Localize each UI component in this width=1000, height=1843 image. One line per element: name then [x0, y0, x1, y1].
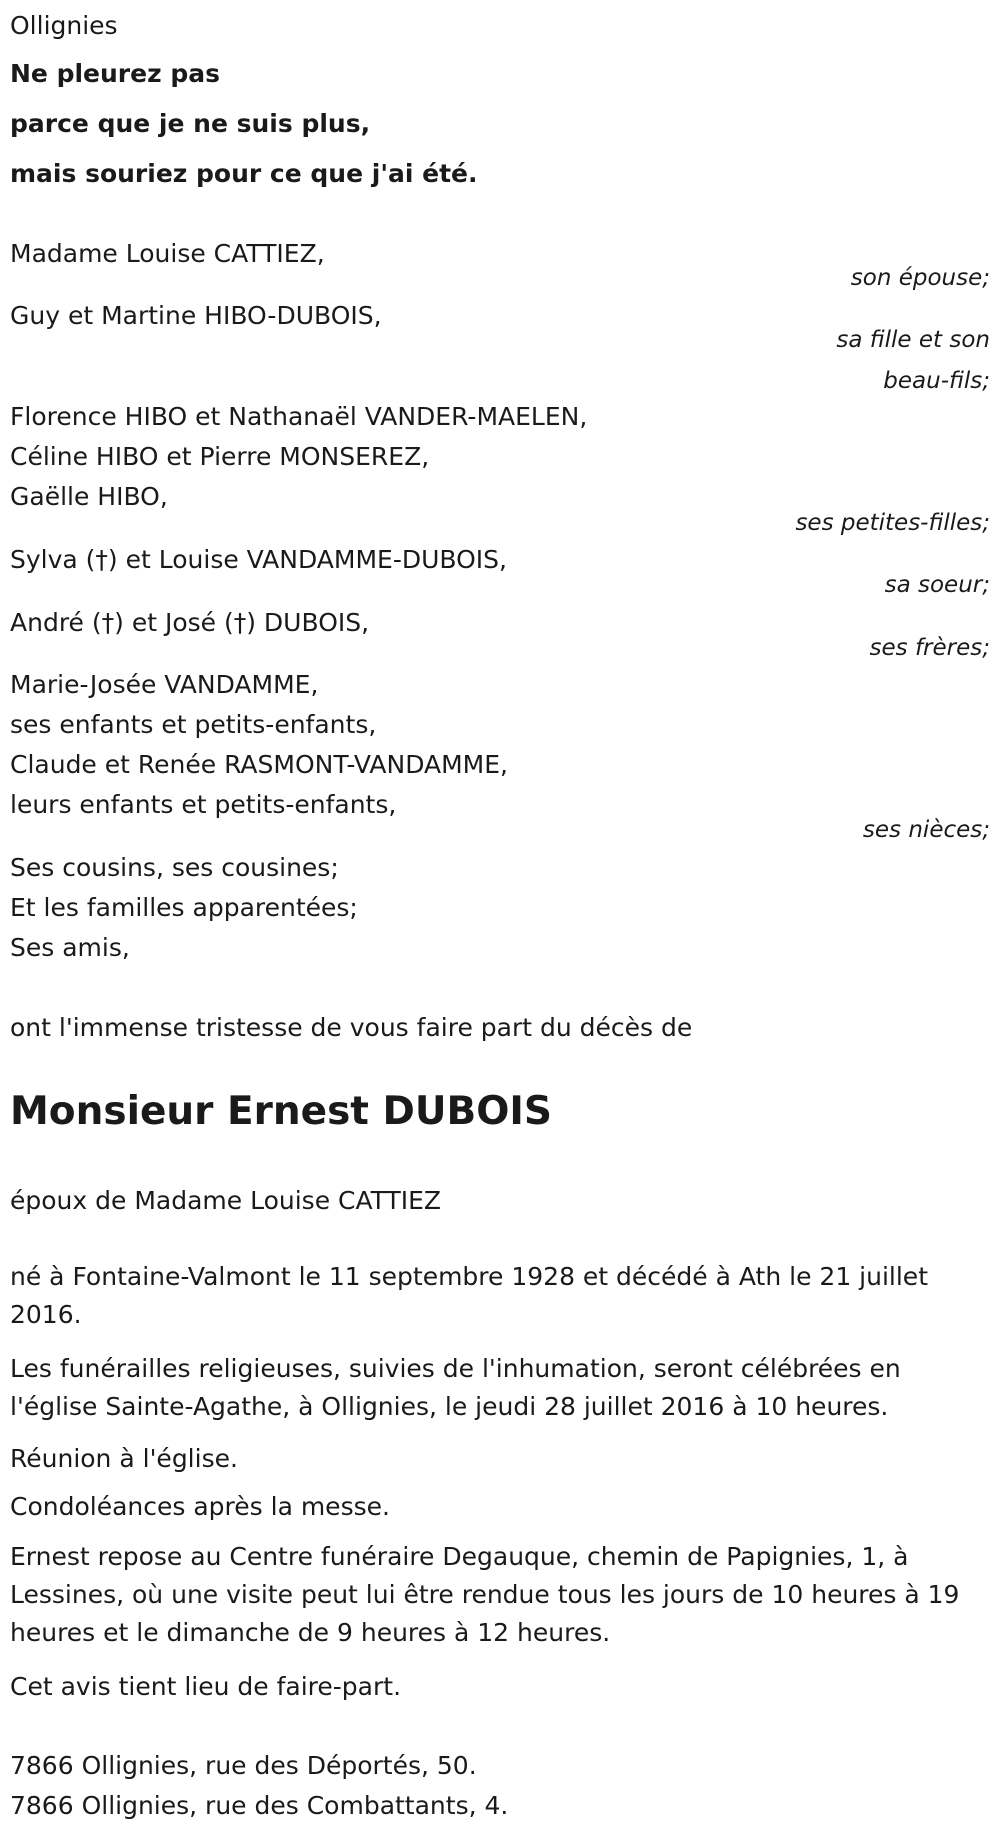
niece-line-2: ses enfants et petits-enfants,: [10, 710, 377, 739]
role-granddaughters: ses petites-filles;: [795, 510, 990, 536]
family-daughter: Guy et Martine HIBO-DUBOIS,: [10, 301, 382, 330]
role-brothers: ses frères;: [869, 635, 990, 661]
address-1: 7866 Ollignies, rue des Déportés, 50.: [10, 1751, 477, 1780]
deceased-name: Monsieur Ernest DUBOIS: [10, 1089, 553, 1134]
family-sister: Sylva (†) et Louise VANDAMME-DUBOIS,: [10, 545, 507, 574]
meeting-info: Réunion à l'église.: [10, 1444, 238, 1473]
others-line-1: Ses cousins, ses cousines;: [10, 853, 339, 882]
notice: Cet avis tient lieu de faire-part.: [10, 1672, 402, 1701]
others-line-2: Et les familles apparentées;: [10, 893, 358, 922]
role-daughter-1: sa fille et son: [836, 327, 990, 353]
family-spouse: Madame Louise CATTIEZ,: [10, 239, 325, 268]
funeral-info: Les funérailles religieuses, suivies de l'inhumation, seront célébrées en l'église Sainte-Agathe, à Ollignies, le jeudi 28 juillet 2016 à 10 heures.: [10, 1354, 901, 1421]
granddaughter-3: Gaëlle HIBO,: [10, 482, 168, 511]
condolences-info: Condoléances après la messe.: [10, 1492, 390, 1521]
quote-line-2: parce que je ne suis plus,: [10, 109, 371, 138]
niece-line-4: leurs enfants et petits-enfants,: [10, 790, 397, 819]
address-2: 7866 Ollignies, rue des Combattants, 4.: [10, 1791, 509, 1820]
granddaughter-2: Céline HIBO et Pierre MONSEREZ,: [10, 442, 430, 471]
family-brothers: André (†) et José (†) DUBOIS,: [10, 608, 370, 637]
spouse-of: époux de Madame Louise CATTIEZ: [10, 1186, 442, 1215]
announcement: ont l'immense tristesse de vous faire part du décès de: [10, 1013, 693, 1042]
birth-death: né à Fontaine-Valmont le 11 septembre 1928 et décédé à Ath le 21 juillet 2016.: [10, 1262, 928, 1329]
niece-line-3: Claude et Renée RASMONT-VANDAMME,: [10, 750, 508, 779]
role-daughter-2: beau-fils;: [883, 368, 990, 394]
others-line-3: Ses amis,: [10, 933, 130, 962]
quote-line-3: mais souriez pour ce que j'ai été.: [10, 159, 478, 188]
quote-line-1: Ne pleurez pas: [10, 59, 220, 88]
niece-line-1: Marie-Josée VANDAMME,: [10, 670, 319, 699]
place-name: Ollignies: [10, 11, 118, 40]
rest-info: Ernest repose au Centre funéraire Degauque, chemin de Papignies, 1, à Lessines, où une visite peut lui être rendue tous les jours de 10 heures à 19 heures et le dimanche de 9 heures à 12 heures.: [10, 1542, 960, 1647]
role-nieces: ses nièces;: [862, 817, 990, 843]
granddaughter-1: Florence HIBO et Nathanaël VANDER-MAELEN,: [10, 402, 588, 431]
role-spouse: son épouse;: [850, 265, 990, 291]
role-sister: sa soeur;: [884, 572, 990, 598]
